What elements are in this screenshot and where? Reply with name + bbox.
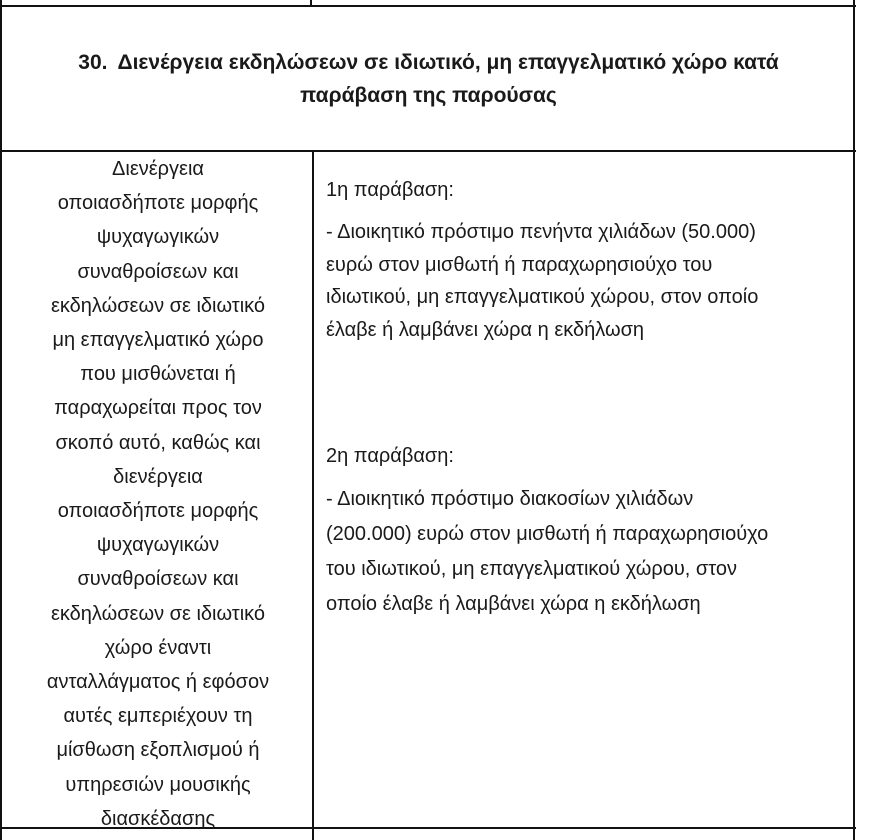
penalty-line: του ιδιωτικού, μη επαγγελματικού χώρου, στον (326, 558, 737, 580)
penalty-line: οποίο έλαβε ή λαμβάνει χώρα η εκδήλωση (326, 593, 701, 615)
offense-label: 2η παράβαση: (326, 445, 454, 467)
penalty-line: - Διοικητικό πρόστιμο διακοσίων χιλιάδων (326, 488, 694, 510)
violation-line: οποιασδήποτε μορφής (57, 192, 259, 215)
violation-line: εκδηλώσεων σε ιδιωτικό (50, 602, 266, 625)
section-title: Διενέργεια εκδηλώσεων σε ιδιωτικό, μη επαγγελματικό χώρο κατά παράβαση της παρούσας (117, 51, 779, 107)
violation-line: ανταλλάγματος ή εφόσον (46, 671, 270, 694)
column-divider (312, 150, 314, 840)
offense-label: 1η παράβαση: (326, 179, 454, 201)
violation-line: εκδηλώσεων σε ιδιωτικό (50, 294, 266, 317)
table-top-line (0, 5, 856, 7)
violation-line: διασκέδασης (100, 807, 216, 830)
penalty-first-offense (326, 174, 841, 346)
section-heading (44, 46, 814, 112)
violation-line: συναθροίσεων και (77, 260, 239, 283)
penalty-second-offense (326, 440, 841, 622)
top-column-divider (310, 0, 312, 6)
penalty-line: - Διοικητικό πρόστιμο πενήντα χιλιάδων (50.000) (326, 221, 756, 243)
violation-line: ψυχαγωγικών (96, 534, 220, 557)
penalty-line: (200.000) ευρώ στον μισθωτή ή παραχωρησιούχο (326, 523, 769, 545)
violation-line: σκοπό αυτό, καθώς και (55, 431, 261, 454)
violation-line: παραχωρείται προς τον (54, 397, 262, 420)
penalty-line: ιδιωτικού, μη επαγγελματικού χώρου, στον οποίο (326, 286, 759, 308)
violation-line: συναθροίσεων και (77, 568, 239, 591)
violation-line: χώρο έναντι (104, 636, 212, 659)
penalty-line: έλαβε ή λαμβάνει χώρα η εκδήλωση (326, 318, 645, 341)
violation-line: μη επαγγελματικό χώρο (52, 329, 264, 352)
violation-line: οποιασδήποτε μορφής (57, 500, 259, 523)
section-number: 30. (78, 51, 108, 74)
penalty-line: ευρώ στον μισθωτή ή παραχωρησιούχο του (326, 253, 713, 276)
violation-description (4, 152, 312, 836)
violation-line: αυτές εμπεριέχουν τη (63, 705, 253, 728)
table-left-border (0, 0, 2, 840)
violation-line: μίσθωση εξοπλισμού ή (56, 739, 260, 762)
violation-line: υπηρεσιών μουσικής (65, 773, 251, 796)
violation-line: Διενέργεια (112, 158, 204, 180)
penalties-cell (326, 152, 841, 622)
violation-line: διενέργεια (113, 465, 203, 488)
section-heading-cell (4, 8, 853, 150)
table-right-border (853, 0, 855, 840)
violation-line: ψυχαγωγικών (96, 226, 220, 249)
violation-line: που μισθώνεται ή (80, 363, 236, 386)
